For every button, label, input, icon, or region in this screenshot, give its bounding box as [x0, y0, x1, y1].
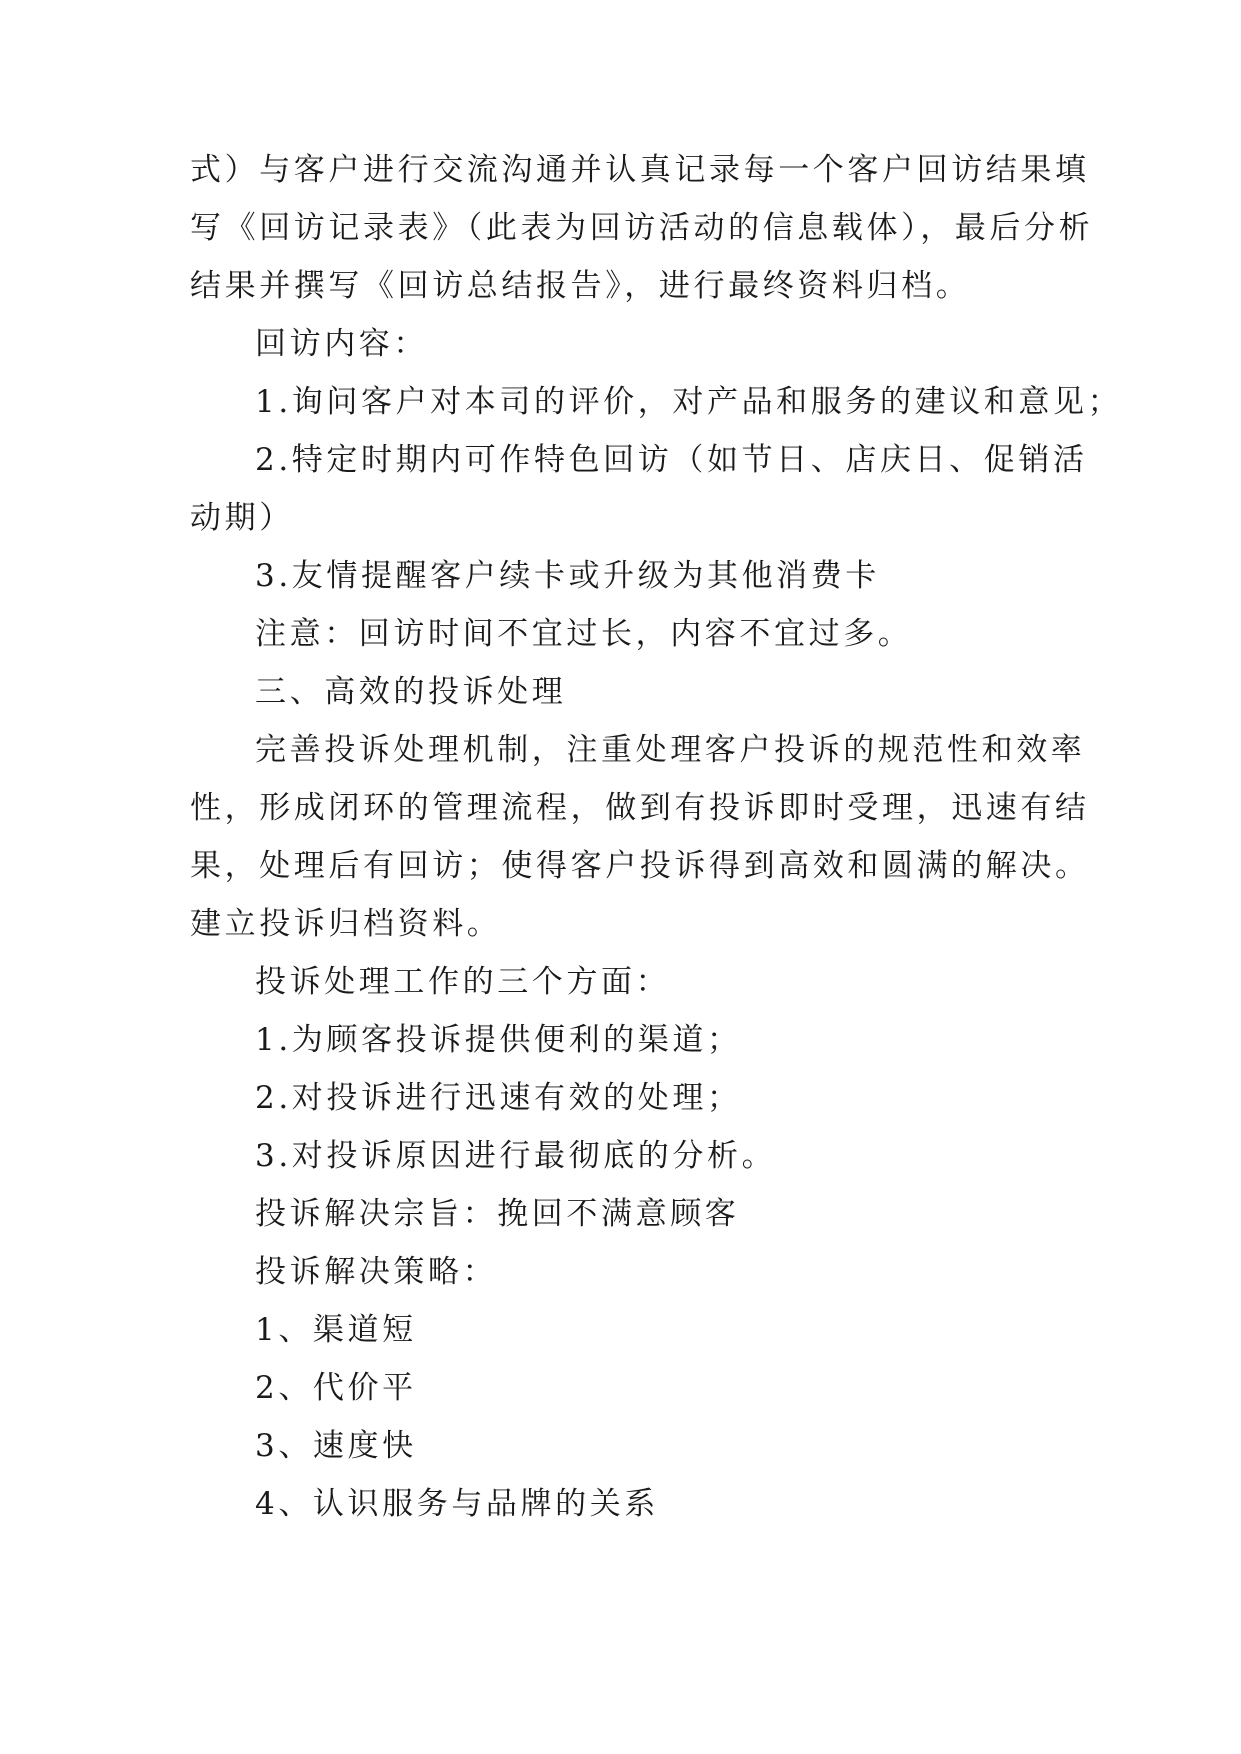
paragraph-line: 果，处理后有回访；使得客户投诉得到高效和圆满的解决。 [190, 848, 1090, 884]
principle-line: 投诉解决宗旨：挽回不满意顾客 [255, 1196, 740, 1232]
paragraph-line: 结果并撰写《回访总结报告》，进行最终资料归档。 [190, 268, 971, 304]
note-line: 注意：回访时间不宜过长，内容不宜过多。 [255, 616, 913, 652]
list-item: 2、代价平 [255, 1370, 417, 1406]
list-item: 1.询问客户对本司的评价，对产品和服务的建议和意见； [255, 384, 1123, 420]
paragraph-line: 式）与客户进行交流沟通并认真记录每一个客户回访结果填 [190, 152, 1090, 188]
paragraph-line: 完善投诉处理机制，注重处理客户投诉的规范性和效率 [255, 732, 1086, 768]
list-item: 1.为顾客投诉提供便利的渠道； [255, 1022, 742, 1058]
list-item: 3.友情提醒客户续卡或升级为其他消费卡 [255, 558, 880, 594]
paragraph-line: 性，形成闭环的管理流程，做到有投诉即时受理，迅速有结 [190, 790, 1090, 826]
list-item: 2.对投诉进行迅速有效的处理； [255, 1080, 742, 1116]
list-item: 2.特定时期内可作特色回访（如节日、店庆日、促销活 [255, 442, 1088, 478]
list-item: 1、渠道短 [255, 1312, 417, 1348]
paragraph-line: 建立投诉归档资料。 [190, 906, 502, 942]
list-item: 3、速度快 [255, 1428, 417, 1464]
paragraph-line: 写《回访记录表》（此表为回访活动的信息载体），最后分析 [190, 210, 1094, 246]
list-item-continuation: 动期） [190, 500, 294, 536]
section-heading: 三、高效的投诉处理 [255, 674, 567, 710]
list-item: 3.对投诉原因进行最彻底的分析。 [255, 1138, 777, 1174]
list-item: 4、认识服务与品牌的关系 [255, 1486, 659, 1522]
section-heading: 回访内容： [255, 326, 428, 362]
section-heading: 投诉处理工作的三个方面： [255, 964, 671, 1000]
section-heading: 投诉解决策略： [255, 1254, 498, 1290]
